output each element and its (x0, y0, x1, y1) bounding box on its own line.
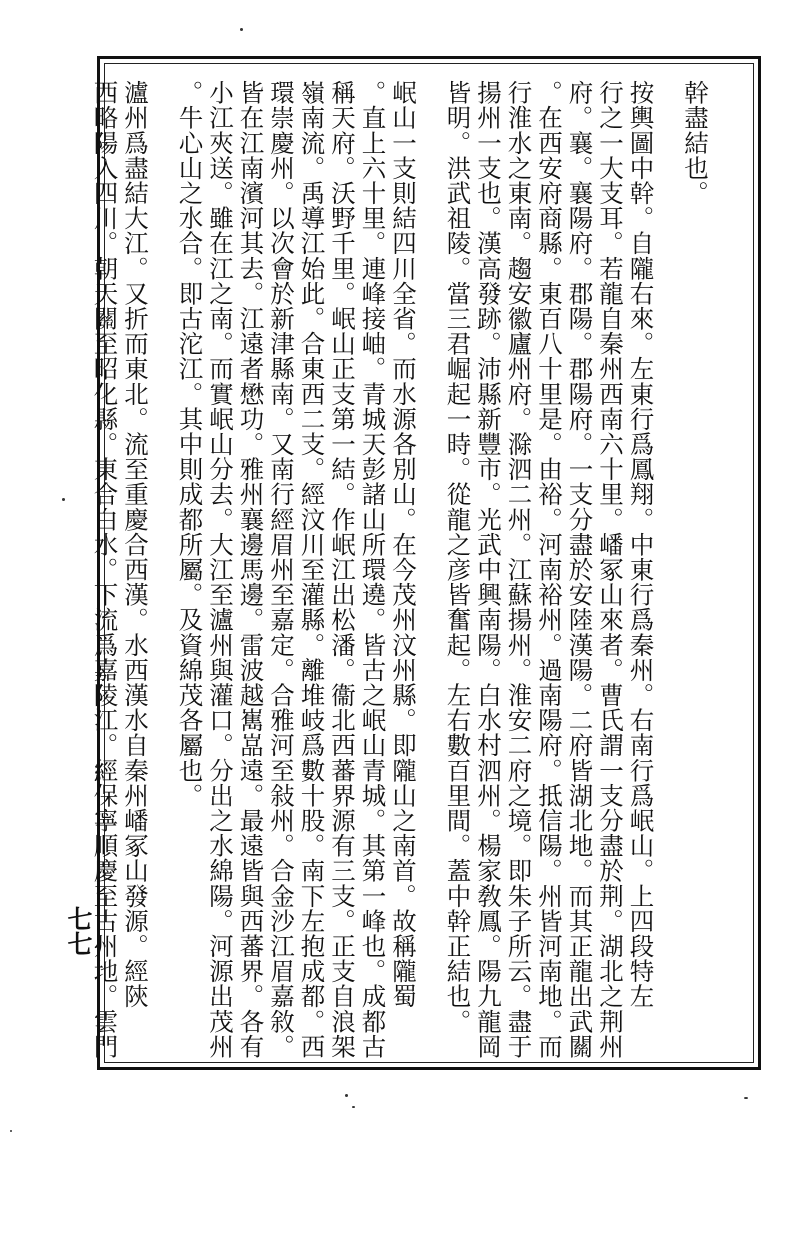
scan-speck (744, 1097, 748, 1099)
vertical-text-block (90, 80, 710, 1060)
scan-speck (62, 498, 65, 501)
text-column: 行淮水之東南。趨安徽廬州府。滁泗二州。江蘇揚州。淮安二府之境。即朱子所云。盡于 (504, 80, 534, 1059)
scan-speck (352, 1106, 355, 1108)
scan-speck (10, 1130, 12, 1132)
text-column: 皆明。洪武祖陵。當三君崛起一時。從龍之彦皆奮起。左右數百里間。蓋中幹正結也。 (443, 80, 473, 1034)
text-column: 。在西安府商縣。東百八十里是。由裕。河南裕州。過南陽府。抵信陽。州皆河南地。而 (535, 80, 564, 1059)
scan-speck (240, 28, 243, 31)
text-column: 府。襄。襄陽府。郡陽。郡陽府。一支分盡於安陸漢陽。二府皆湖北地。而其正龍出武關 (565, 80, 595, 1059)
text-column: 皆在江南濱河其去。江遠者懋功。雅州襄邊馬邊。雷波越嶲嵓遠。最遠皆與西蕃界。各有 (236, 80, 266, 1059)
text-column: 嶺南流。禹導江始此。合東西二支。經汶川至灌縣。離堆岐爲數十股。南下左抱成都。西 (297, 80, 327, 1059)
text-column: 幹盡結也。 (681, 80, 710, 206)
text-column: 。牛心山之水合。即古沱江。其中則成都所屬。及資綿茂各屬也。 (175, 80, 205, 808)
text-column: 西略陽入四川。朝天關至昭化縣。東合白水。下流爲嘉陵江。經保寧順慶至古州地。雲門 (90, 80, 120, 1059)
text-column: 。直上六十里。連峰接岫。青城天彭諸山所環遶。皆古之岷山青城。其第一峰也。成都古 (358, 80, 388, 1059)
text-column: 揚州一支也。漢高發跡。沛縣新豐市。光武中興南陽。白水村泗州。楊家敎鳳。陽九龍岡 (474, 80, 503, 1059)
text-column: 瀘州爲盡結大江。又折而東北。流至重慶合西漢。水西漢水自秦州嶓冢山發源。經陝 (121, 80, 150, 1009)
text-column: 岷山一支則結四川全省。而水源各別山。在今茂州汶州縣。即隴山之南首。故稱隴蜀 (389, 80, 418, 1009)
text-column: 稱天府。沃野千里。岷山正支第一結。作岷江出松潘。衞北西蕃界源有三支。正支自浪架 (328, 80, 357, 1059)
text-column: 按輿圖中幹。自隴右來。左東行爲鳳翔。中東行爲秦州。右南行爲岷山。上四段特左 (626, 80, 656, 1009)
text-column: 小江夾送。雖在江之南。而實岷山分去。大江至瀘州與灌口。分出之水綿陽。河源出茂州 (206, 80, 235, 1059)
scan-speck (345, 1094, 348, 1097)
text-column: 行之一大支耳。若龍自秦州西南六十里。嶓冢山來者。曹氏謂一支分盡於荆。湖北之荆州 (596, 80, 625, 1059)
page-number: 七七 (64, 906, 93, 956)
text-column: 環崇慶州。以次會於新津縣南。又南行經眉州至嘉定。合雅河至敍州。合金沙江眉嘉敘。 (267, 80, 296, 1059)
